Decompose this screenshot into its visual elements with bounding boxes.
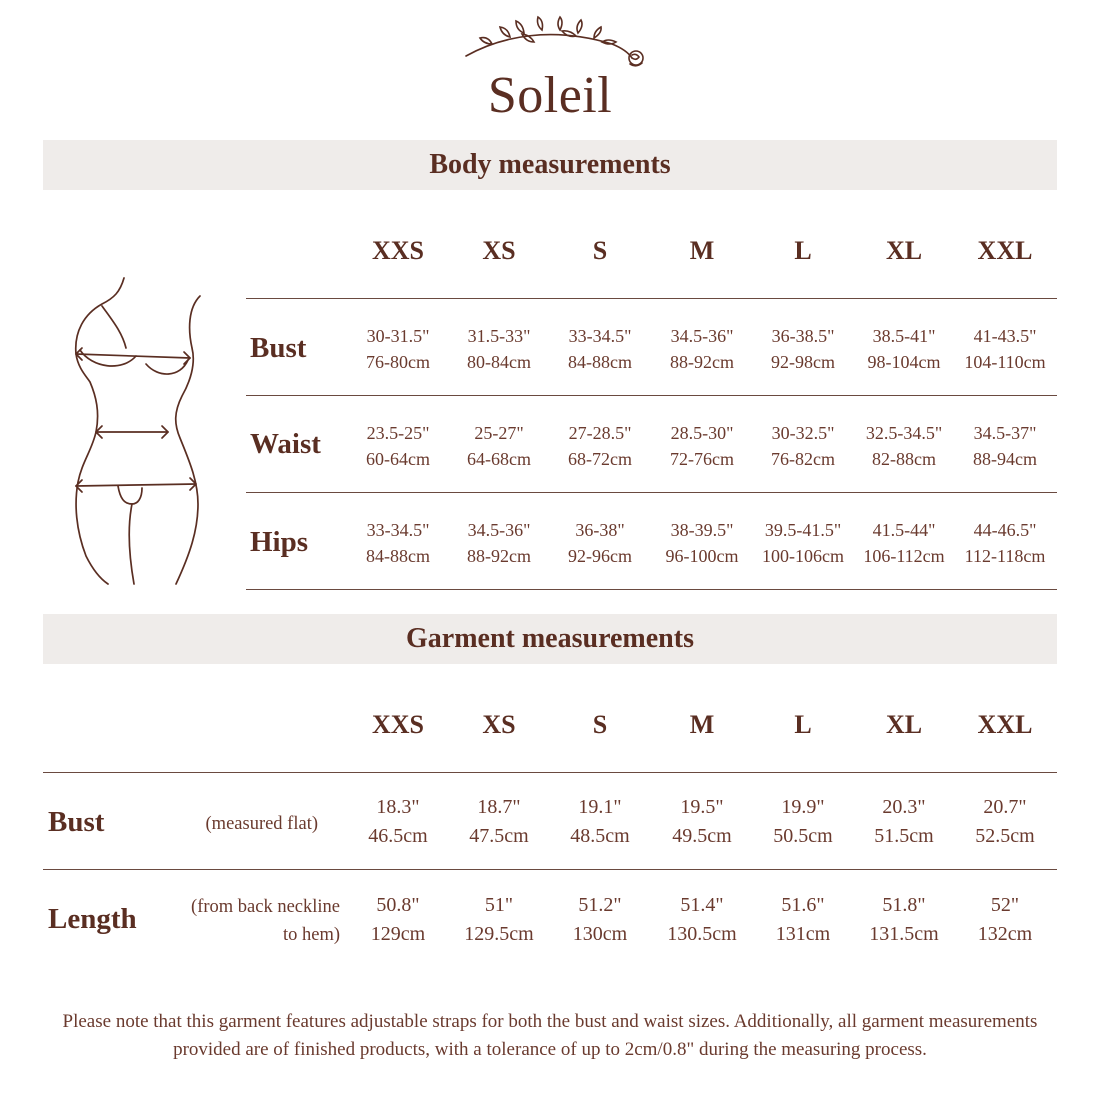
- body-hips-m: 38-39.5" 96-100cm: [665, 520, 739, 566]
- body-bust-l: 36-38.5" 92-98cm: [771, 326, 835, 372]
- body-size-header-xxs: XXS: [371, 236, 424, 265]
- garment-row-label-bust: Bust: [48, 806, 105, 838]
- garment-row-label-length: Length: [48, 903, 137, 935]
- body-waist-m: 28.5-30" 72-76cm: [670, 423, 734, 469]
- garment-length-xl: 51.8" 131.5cm: [869, 894, 939, 945]
- body-waist-xxl: 34.5-37" 88-94cm: [973, 423, 1037, 469]
- body-size-header-m: M: [689, 236, 715, 265]
- body-size-header-xl: XL: [885, 236, 923, 265]
- body-row-label-bust: Bust: [250, 332, 307, 364]
- garment-size-header-xl: XL: [885, 710, 923, 739]
- garment-bust-s: 19.1" 48.5cm: [570, 796, 630, 847]
- body-size-header-xxl: XXL: [977, 236, 1033, 265]
- body-waist-xs: 25-27" 64-68cm: [467, 423, 531, 469]
- garment-bust-l: 19.9" 50.5cm: [773, 796, 833, 847]
- garment-length-s: 51.2" 130cm: [572, 894, 628, 945]
- garment-measurements-title: Garment measurements: [406, 623, 694, 654]
- garment-bust-xxs: 18.3" 46.5cm: [368, 796, 428, 847]
- garment-size-header-m: M: [689, 710, 715, 739]
- body-size-header-xs: XS: [482, 236, 516, 265]
- garment-bust-m: 19.5" 49.5cm: [672, 796, 732, 847]
- garment-bust-note: (measured flat): [205, 814, 318, 834]
- floral-sprig-icon: [462, 14, 652, 74]
- body-size-header-s: S: [592, 236, 608, 265]
- garment-length-note: (from back neckline to hem): [191, 897, 340, 945]
- body-bust-xxl: 41-43.5" 104-110cm: [964, 326, 1046, 372]
- body-hips-s: 36-38" 92-96cm: [568, 520, 632, 566]
- body-bust-xxs: 30-31.5" 76-80cm: [366, 326, 430, 372]
- body-size-header-l: L: [794, 236, 812, 265]
- garment-table-rule: [43, 772, 1057, 773]
- garment-length-l: 51.6" 131cm: [775, 894, 831, 945]
- garment-size-header-xxl: XXL: [977, 710, 1033, 739]
- garment-size-header-xxs: XXS: [371, 710, 424, 739]
- garment-length-xxl: 52" 132cm: [977, 894, 1033, 945]
- garment-bust-xs: 18.7" 47.5cm: [469, 796, 529, 847]
- garment-bust-xl: 20.3" 51.5cm: [874, 796, 934, 847]
- body-table-rule: [246, 492, 1057, 493]
- body-waist-s: 27-28.5" 68-72cm: [568, 423, 632, 469]
- body-measurements-title: Body measurements: [429, 149, 671, 180]
- garment-measurements-band: [43, 614, 1057, 664]
- garment-table-rule: [43, 869, 1057, 870]
- body-waist-xl: 32.5-34.5" 82-88cm: [865, 423, 943, 469]
- body-hips-l: 39.5-41.5" 100-106cm: [762, 520, 844, 566]
- garment-length-xxs: 50.8" 129cm: [370, 894, 426, 945]
- body-table-rule: [246, 298, 1057, 299]
- garment-size-header-l: L: [794, 710, 812, 739]
- body-measurements-band: [43, 140, 1057, 190]
- body-bust-xl: 38.5-41" 98-104cm: [867, 326, 941, 372]
- body-table-rule: [246, 395, 1057, 396]
- footnote: Please note that this garment features adjustable straps for both the bust and waist sizes. Additionally, all garment measurements provided are of finished products, with a tolerance of up to 2cm/0.8" during the measuring process.: [62, 1011, 1038, 1060]
- garment-length-m: 51.4" 130.5cm: [667, 894, 737, 945]
- body-row-label-waist: Waist: [250, 428, 321, 460]
- body-hips-xxl: 44-46.5" 112-118cm: [964, 520, 1046, 566]
- body-waist-l: 30-32.5" 76-82cm: [771, 423, 835, 469]
- body-row-label-hips: Hips: [250, 526, 309, 558]
- garment-length-xs: 51" 129.5cm: [464, 894, 534, 945]
- body-hips-xl: 41.5-44" 106-112cm: [863, 520, 945, 566]
- body-table-rule: [246, 589, 1057, 590]
- body-bust-s: 33-34.5" 84-88cm: [568, 326, 632, 372]
- body-waist-xxs: 23.5-25" 60-64cm: [366, 423, 430, 469]
- body-hips-xs: 34.5-36" 88-92cm: [467, 520, 531, 566]
- brand-name: Soleil: [487, 67, 613, 124]
- garment-size-header-s: S: [592, 710, 608, 739]
- body-hips-xxs: 33-34.5" 84-88cm: [366, 520, 430, 566]
- garment-size-header-xs: XS: [482, 710, 516, 739]
- body-figure-icon: [62, 272, 212, 590]
- garment-bust-xxl: 20.7" 52.5cm: [975, 796, 1035, 847]
- body-bust-m: 34.5-36" 88-92cm: [670, 326, 734, 372]
- body-bust-xs: 31.5-33" 80-84cm: [467, 326, 531, 372]
